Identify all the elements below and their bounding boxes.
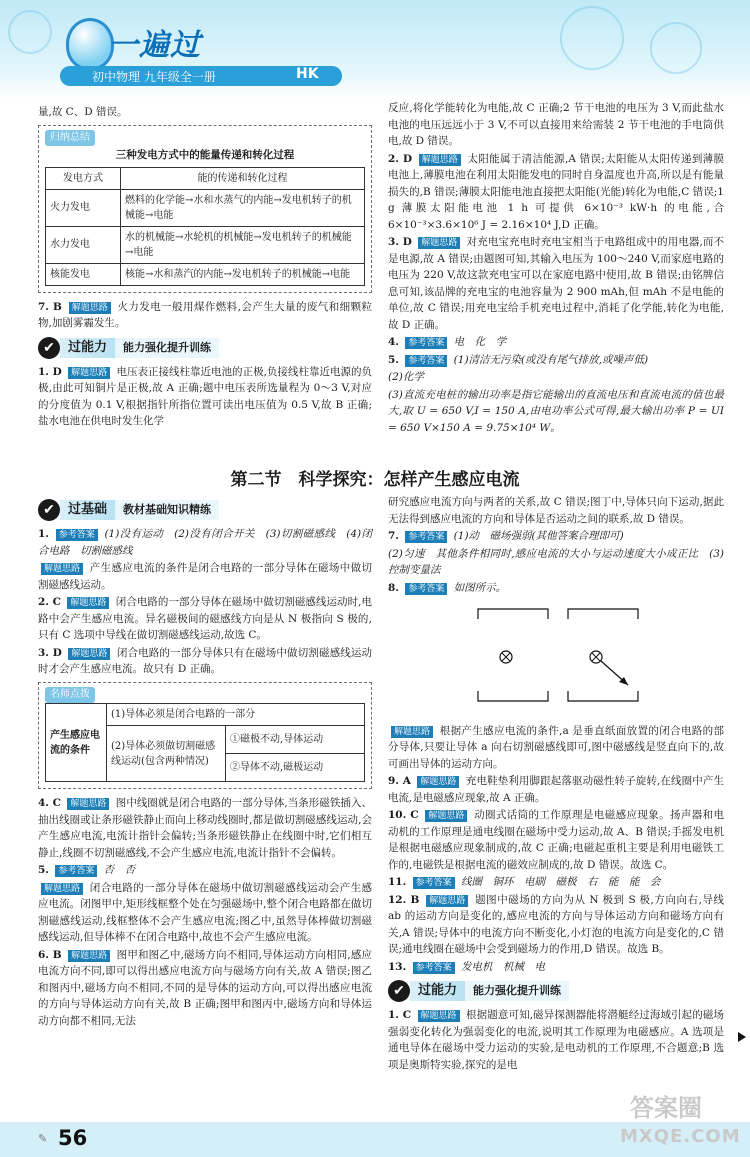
check-icon: ✔ (38, 337, 60, 359)
explanation: 动圈式话筒的工作原理是电磁感应现象。扬声器和电动机的工作原理是通电线圈在磁场中受力运动,故 A、B 错误;手摇发电机是根据电磁感应现象制成的,故 C 正确;电磁起重机主要是利用电磁铁工作的,电磁铁是根据电流的磁效应制成的,故 D 错误。故选 C。 (388, 809, 724, 871)
explanation: 闭合电路的一部分导体在磁场中做切割磁感线运动会产生感应电流。闭图甲中,矩形线框整个处在匀强磁场中,整个闭合电路都在做切割磁感线运动,线框整体不会产生感应电流;图乙中,虽然导体棒做切割磁感线运动,但导体棒不在闭合电路中,故也不会产生感应电流。 (38, 881, 373, 943)
table-row (46, 226, 365, 263)
section-bar (38, 498, 372, 522)
answer: (1)清洁无污染(或没有尾气排放,或噪声低) (453, 353, 649, 366)
tag-label: 参考答案 (56, 529, 98, 541)
decoration-circle (650, 22, 702, 74)
question-number: 2. C (38, 596, 62, 608)
section-bar (388, 979, 724, 1003)
tag-label: 解题思路 (68, 367, 110, 379)
answer: 如图所示。 (453, 581, 507, 594)
question-8 (388, 580, 724, 597)
table-header: 能的传递和转化过程 (121, 167, 365, 189)
tag-label: 解题思路 (69, 302, 111, 314)
tag-label: 解题思路 (426, 895, 468, 907)
answer: 线圈 铜环 电刷 磁极 右 能 能 会 (460, 876, 661, 888)
tag-label: 参考答案 (405, 355, 447, 367)
question-10 (388, 807, 724, 873)
tag-label: 解题思路 (418, 237, 460, 249)
section-bar (38, 336, 372, 360)
edition-label: HK (296, 66, 319, 82)
check-icon: ✔ (388, 980, 410, 1002)
table-cell (226, 726, 365, 782)
left-column-top (38, 104, 372, 431)
question-number: 10. C (388, 809, 419, 821)
explanation: 闭合电路的一部分导体在磁场中做切割磁感线运动时,电路中会产生感应电流。异名磁极间的磁感线方向是从 N 极指向 S 极的,只有 C 选项中导线在做切割磁感线运动,故选 C。 (38, 596, 372, 641)
question-number: 9. A (388, 775, 411, 787)
question-number: 11. (388, 876, 407, 888)
tag-label: 解题思路 (68, 950, 110, 962)
explanation: 充电鞋垫利用脚跟起落驱动磁性转子旋转,在线圈中产生电流,是电磁感应现象,故 A 正确。 (388, 775, 725, 804)
question-7 (388, 528, 724, 545)
north-magnet-left (478, 609, 548, 619)
table-cell: 核能→水和蒸汽的内能→发电机转子的机械能→电能 (121, 263, 365, 285)
tag-label: 解题思路 (425, 810, 467, 822)
question-number: 4. C (38, 797, 62, 809)
question-9 (388, 773, 724, 806)
question-number: 1. D (38, 365, 62, 378)
tag-label: 参考答案 (413, 877, 455, 889)
table-cell: 水的机械能→水轮机的机械能→发电机转子的机械能→电能 (121, 226, 365, 263)
book-subtitle: 初中物理 九年级全一册 (92, 70, 216, 84)
question-number: 1. (38, 528, 49, 540)
table-row (46, 167, 365, 189)
diagram-right (568, 609, 638, 701)
decoration-circle (560, 6, 624, 70)
continue-arrow-icon (738, 1032, 746, 1042)
diagram-left (478, 609, 548, 701)
question-7 (38, 299, 372, 332)
explanation: 对充电宝充电时充电宝相当于电路组成中的用电器,而不是电源,故 A 错误;由题图可知,其输入电压为 100～240 V,而家庭电路的电压为 220 V,故这款充电宝可以在家庭电路中使用,故 B 错误;由铭牌信息可知,该品牌的充电宝的电池容量为 2 900 mAh,但 mAh 不是电能的单位,故 C 错误;用充电宝给手机充电过程中,消耗了化学能,转化为电能,故 D 正确。 (388, 236, 724, 331)
table-cell: 核能发电 (46, 263, 121, 285)
bar-title: 过能力 (410, 981, 465, 1001)
condition-item: ②导体不动,磁极运动 (230, 762, 324, 773)
right-column-bottom (388, 494, 724, 1074)
tag-label: 参考答案 (405, 583, 447, 595)
tag-label: 解题思路 (418, 1010, 460, 1022)
question-number: 1. C (388, 1009, 412, 1021)
question-6 (38, 947, 372, 1030)
book-title: 一遍过 (108, 28, 201, 63)
table-cell: 火力发电 (46, 189, 121, 226)
energy-table (45, 167, 365, 286)
bar-title: 过能力 (60, 338, 115, 358)
decoration-circle (8, 10, 52, 54)
watermark: MXQE.COM (620, 1126, 741, 1147)
south-magnet-left (478, 691, 548, 701)
answer: 否 否 (103, 864, 136, 876)
question-number: 7. B (38, 300, 62, 313)
tips-box (38, 682, 372, 790)
question-1-reasoning (38, 560, 372, 593)
bar-subtitle: 能力强化提升训练 (115, 338, 219, 358)
table-cell: 产生感应电流的条件 (46, 704, 107, 782)
question-number: 3. D (38, 646, 62, 659)
condition-item: ①磁极不动,导体运动 (226, 726, 364, 754)
page-number: 56 (58, 1126, 88, 1150)
tag-label: 解题思路 (419, 154, 461, 166)
tag-label: 解题思路 (67, 597, 109, 609)
table-cell: 燃料的化学能→水和水蒸气的内能→发电机转子的机械能→电能 (121, 189, 365, 226)
explanation: 太阳能属于清洁能源,A 错误;太阳能从太阳传递到薄膜电池上,薄膜电池在利用太阳能发电的同时自身温度也升高,所以是有能量损失的,B 错误;薄膜太阳能电池直接把太阳能(光能)转化为电能,C 错误;1 g 薄膜太阳能电池 1 h 可提供 6×10⁻³ kW·h 的电能,合 6×10⁻³×3.6×10⁶ J = 2.16×10⁴ J,D 正确。 (388, 152, 725, 231)
magnet-diagram (388, 597, 724, 717)
explanation: 图中线圈就是闭合电路的一部分导体,当条形磁铁插入、抽出线圈或让条形磁铁静止而向上移动线圈时,都是做切割磁感线运动,会产生感应电流,电流计指针会偏转;当条形磁铁静止在线圈中时,它们相互静止,线圈不切割磁感线,不会产生感应电流,电流计指针不会偏转。 (38, 797, 372, 859)
question-number: 13. (388, 960, 407, 973)
explanation: 火力发电一般用煤作燃料,会产生大量的废气和细颗粒物,加剧雾霾发生。 (38, 300, 372, 329)
explanation: 题图中磁场的方向为从 N 极到 S 极,方向向右,导线 ab 的运动方向是变化的,感应电流的方向与导体运动方向和磁场方向有关,A 错误;导体中的电流方向不断变化,小灯泡的电流方向是变化的,C 错误;通电线圈在磁场中会受到磁场力的作用,D 错误。故选 B。 (388, 893, 725, 955)
question-number: 5. (38, 864, 49, 876)
question-number: 5. (388, 353, 399, 366)
question-number: 7. (388, 530, 399, 542)
tag-label: 参考答案 (413, 962, 455, 974)
answer: (2)匀速 其他条件相同时,感应电流的大小与运动速度大小成正比 (3)控制变量法 (388, 547, 724, 576)
left-column-bottom (38, 494, 372, 1030)
question-number: 6. B (38, 948, 62, 961)
question-2 (38, 594, 372, 644)
question-number: 2. D (388, 152, 413, 165)
answer: 电 化 学 (453, 336, 507, 348)
right-column-top (388, 100, 724, 437)
box-label: 名师点拨 (45, 687, 95, 704)
tag-label: 解题思路 (41, 883, 83, 895)
explanation: 根据产生感应电流的条件,a 是垂直纸面放置的闭合电路的部分导体,只要让导体 a 向右切割磁感线即可,图中磁感线是竖直向下的,故可画出导体的运动方向。 (388, 724, 725, 770)
tag-label: 参考答案 (55, 865, 97, 877)
bar-title: 过基础 (60, 500, 115, 520)
question-11 (388, 874, 724, 891)
question-8-reasoning (388, 723, 724, 773)
page-header (0, 0, 750, 100)
answer: (2)化学 (388, 371, 424, 383)
question-3 (38, 645, 372, 678)
question-1 (38, 526, 372, 559)
north-magnet-right (568, 609, 638, 619)
summary-box (38, 125, 372, 293)
question-number: 4. (388, 336, 399, 348)
question-1-ability (388, 1007, 724, 1073)
balloon-logo-icon (66, 18, 114, 70)
explanation: 产生感应电流的条件是闭合电路的一部分导体在磁场中做切割磁感线运动。 (38, 562, 373, 591)
question-number: 8. (388, 581, 399, 594)
question-3 (388, 234, 724, 333)
question-5-reasoning (38, 880, 372, 946)
tag-label: 参考答案 (405, 337, 447, 349)
answer: (1)没有运动 (2)没有闭合开关 (3)切割磁感线 (4)闭合电路 切割磁感线 (38, 528, 372, 557)
tag-label: 解题思路 (68, 648, 110, 660)
bar-subtitle: 教材基础知识精练 (115, 500, 219, 520)
check-icon: ✔ (38, 499, 60, 521)
tag-label: 参考答案 (405, 531, 447, 543)
south-magnet-right (568, 691, 638, 701)
answer: (3)直流充电桩的输出功率是指它能输出的直流电压和直流电流的值也最大,取 U = 650 V,I = 150 A,由电功率公式可得,最大输出功率 P = UI = 650 V×150 A = 9.75×10⁴ W。 (388, 388, 724, 434)
paragraph: 量,故 C、D 错误。 (38, 106, 128, 118)
watermark: 答案圈 (630, 1094, 702, 1122)
question-4 (388, 334, 724, 351)
question-1-ability (38, 364, 372, 430)
table-cell: (2)导体必须做切割磁感线运动(包含两种情况) (107, 726, 226, 782)
question-4 (38, 795, 372, 861)
table-row (46, 263, 365, 285)
question-number: 3. D (388, 236, 412, 248)
table-cell: 水力发电 (46, 226, 121, 263)
explanation: 根据题意可知,磁异探测器能将潜艇经过海域引起的磁场强弱变化转化为强弱变化的电流,说明其工作原理为电磁感应。A 选项是通电导体在磁场中受力运动的实验,是电动机的工作原理,不合题意;B 选项是奥斯特实验,探究的是电 (388, 1009, 724, 1071)
answer: 发电机 机械 电 (460, 960, 545, 973)
question-5 (38, 862, 372, 879)
tag-label: 解题思路 (391, 726, 433, 738)
question-2 (388, 151, 724, 234)
explanation: 电压表正接线柱靠近电池的正极,负接线柱靠近电源的负极,由此可知铜片是正极,故 A 正确;题中电压表所选量程为 0～3 V,对应的分度值为 0.1 V,根据指针所指位置可读出电压值为 0.5 V,故 B 正确;盐水电池在供电时发生化学 (38, 365, 372, 427)
tag-label: 解题思路 (41, 563, 83, 575)
question-number: 12. B (388, 893, 420, 906)
bar-subtitle: 能力强化提升训练 (465, 981, 569, 1001)
question-13 (388, 959, 724, 976)
paragraph: 研究感应电流方向与两者的关系,故 C 错误;图丁中,导体只向下运动,据此无法得到感应电流的方向和导体是否运动之间的联系,故 D 错误。 (388, 496, 724, 525)
table-row (46, 704, 365, 726)
tag-label: 解题思路 (417, 776, 459, 788)
table-header: 发电方式 (46, 167, 121, 189)
table-row (46, 189, 365, 226)
question-12 (388, 892, 724, 958)
page-icon: ✎ (38, 1132, 48, 1145)
table-cell: (1)导体必须是闭合电路的一部分 (107, 704, 365, 726)
answer: (1)动 磁场强弱(其他答案合理即可) (453, 530, 624, 542)
question-5 (388, 352, 724, 369)
paragraph: 反应,将化学能转化为电能,故 C 正确;2 节干电池的电压为 3 V,而此盐水电池的电压远远小于 3 V,不可以直接用来给需装 2 节干电池的手电筒供电,故 D 错误。 (388, 102, 724, 147)
tag-label: 解题思路 (67, 798, 109, 810)
section-title: 第二节 科学探究：怎样产生感应电流 (230, 470, 520, 490)
explanation: 闭合电路的一部分导体只有在磁场中做切割磁感线运动时才会产生感应电流。故只有 D 正确。 (38, 646, 373, 675)
explanation: 图甲和图乙中,磁场方向不相同,导体运动方向相同,感应电流方向不同,即可以得出感应电流方向与磁场方向有关,故 A 错误;图乙和图丙中,磁场方向不相同,不同的是导体的运动方向,可以得出感应电流的方向与导体运动方向有关,故 B 正确;图甲和图丙中,磁场方向和导体运动方向都不相同,无法 (38, 948, 373, 1027)
condition-table (45, 703, 365, 782)
box-caption: 三种发电方式中的能量传递和转化过程 (115, 149, 295, 161)
box-label: 归纳总结 (45, 130, 95, 147)
